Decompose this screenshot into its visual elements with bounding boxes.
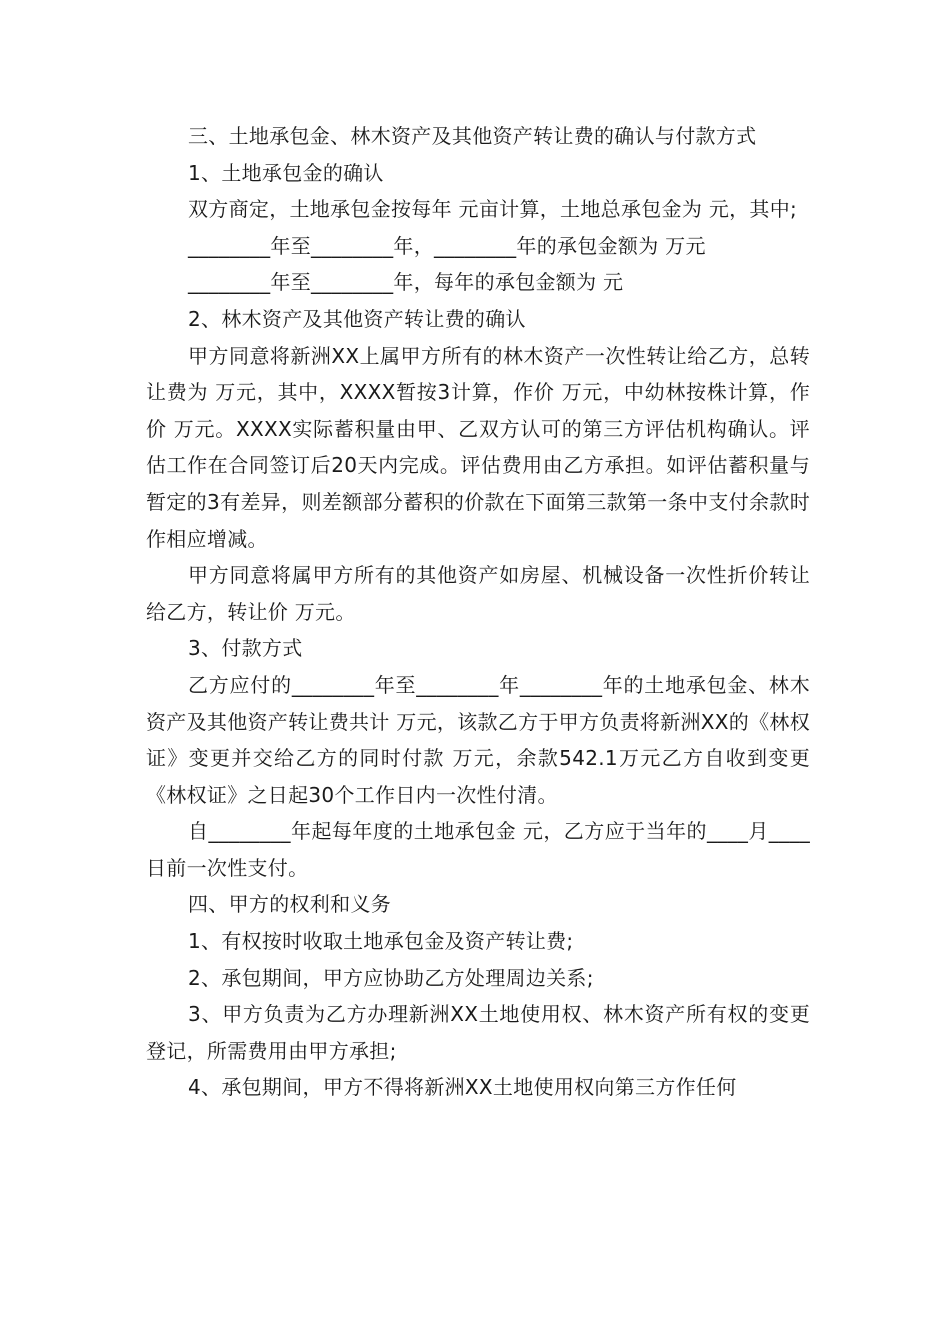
paragraph-land-fee-terms: 双方商定，土地承包金按每年 元亩计算，土地总承包金为 元，其中; — [188, 197, 798, 222]
document-body — [146, 118, 810, 1106]
list-item-right-2: 2、承包期间，甲方应协助乙方处理周边关系; — [188, 965, 594, 990]
list-item-right-3: 3、甲方负责为乙方办理新洲XX土地使用权、林木资产所有权的变更登记，所需费用由甲方承担; — [146, 1002, 810, 1063]
subsection-heading-payment: 3、付款方式 — [188, 636, 303, 661]
paragraph-payment-terms: 乙方应付的________年至________年________年的土地承包金、林木资产及其他资产转让费共计 万元，该款乙方于甲方负责将新洲XX的《林权证》变更并交给乙方的同时付款 万元，余款542.1万元乙方自收到变更《林权证》之日起30个工作日内一次性付清。 — [146, 672, 810, 807]
section-heading-4: 四、甲方的权利和义务 — [188, 892, 391, 917]
list-item-right-1: 1、有权按时收取土地承包金及资产转让费; — [188, 929, 574, 954]
paragraph-land-fee-period-2: ________年至________年，每年的承包金额为 元 — [188, 270, 624, 295]
paragraph-land-fee-period-1: ________年至________年，________年的承包金额为 万元 — [188, 233, 706, 258]
list-item-right-4: 4、承包期间，甲方不得将新洲XX土地使用权向第三方作任何 — [188, 1075, 737, 1100]
section-heading-3: 三、土地承包金、林木资产及其他资产转让费的确认与付款方式 — [188, 124, 757, 148]
paragraph-other-asset-transfer: 甲方同意将属甲方所有的其他资产如房屋、机械设备一次性折价转让给乙方，转让价 万元。 — [146, 563, 810, 624]
subsection-heading-land-fee: 1、土地承包金的确认 — [188, 160, 384, 185]
subsection-heading-asset-transfer: 2、林木资产及其他资产转让费的确认 — [188, 306, 526, 331]
paragraph-annual-payment: 自________年起每年度的土地承包金 元，乙方应于当年的____月____日前一次性支付。 — [146, 819, 810, 880]
paragraph-forest-asset-transfer: 甲方同意将新洲XX上属甲方所有的林木资产一次性转让给乙方，总转让费为 万元，其中，XXXX暂按3计算，作价 万元，中幼林按株计算，作价 万元。XXXX实际蓄积量由甲、乙双方认可的第三方评估机构确认。评估工作在合同签订后20天内完成。评估费用由乙方承担。如评估蓄积量与暂定的3有差异，则差额部分蓄积的价款在下面第三款第一条中支付余款时作相应增减。 — [146, 343, 810, 551]
